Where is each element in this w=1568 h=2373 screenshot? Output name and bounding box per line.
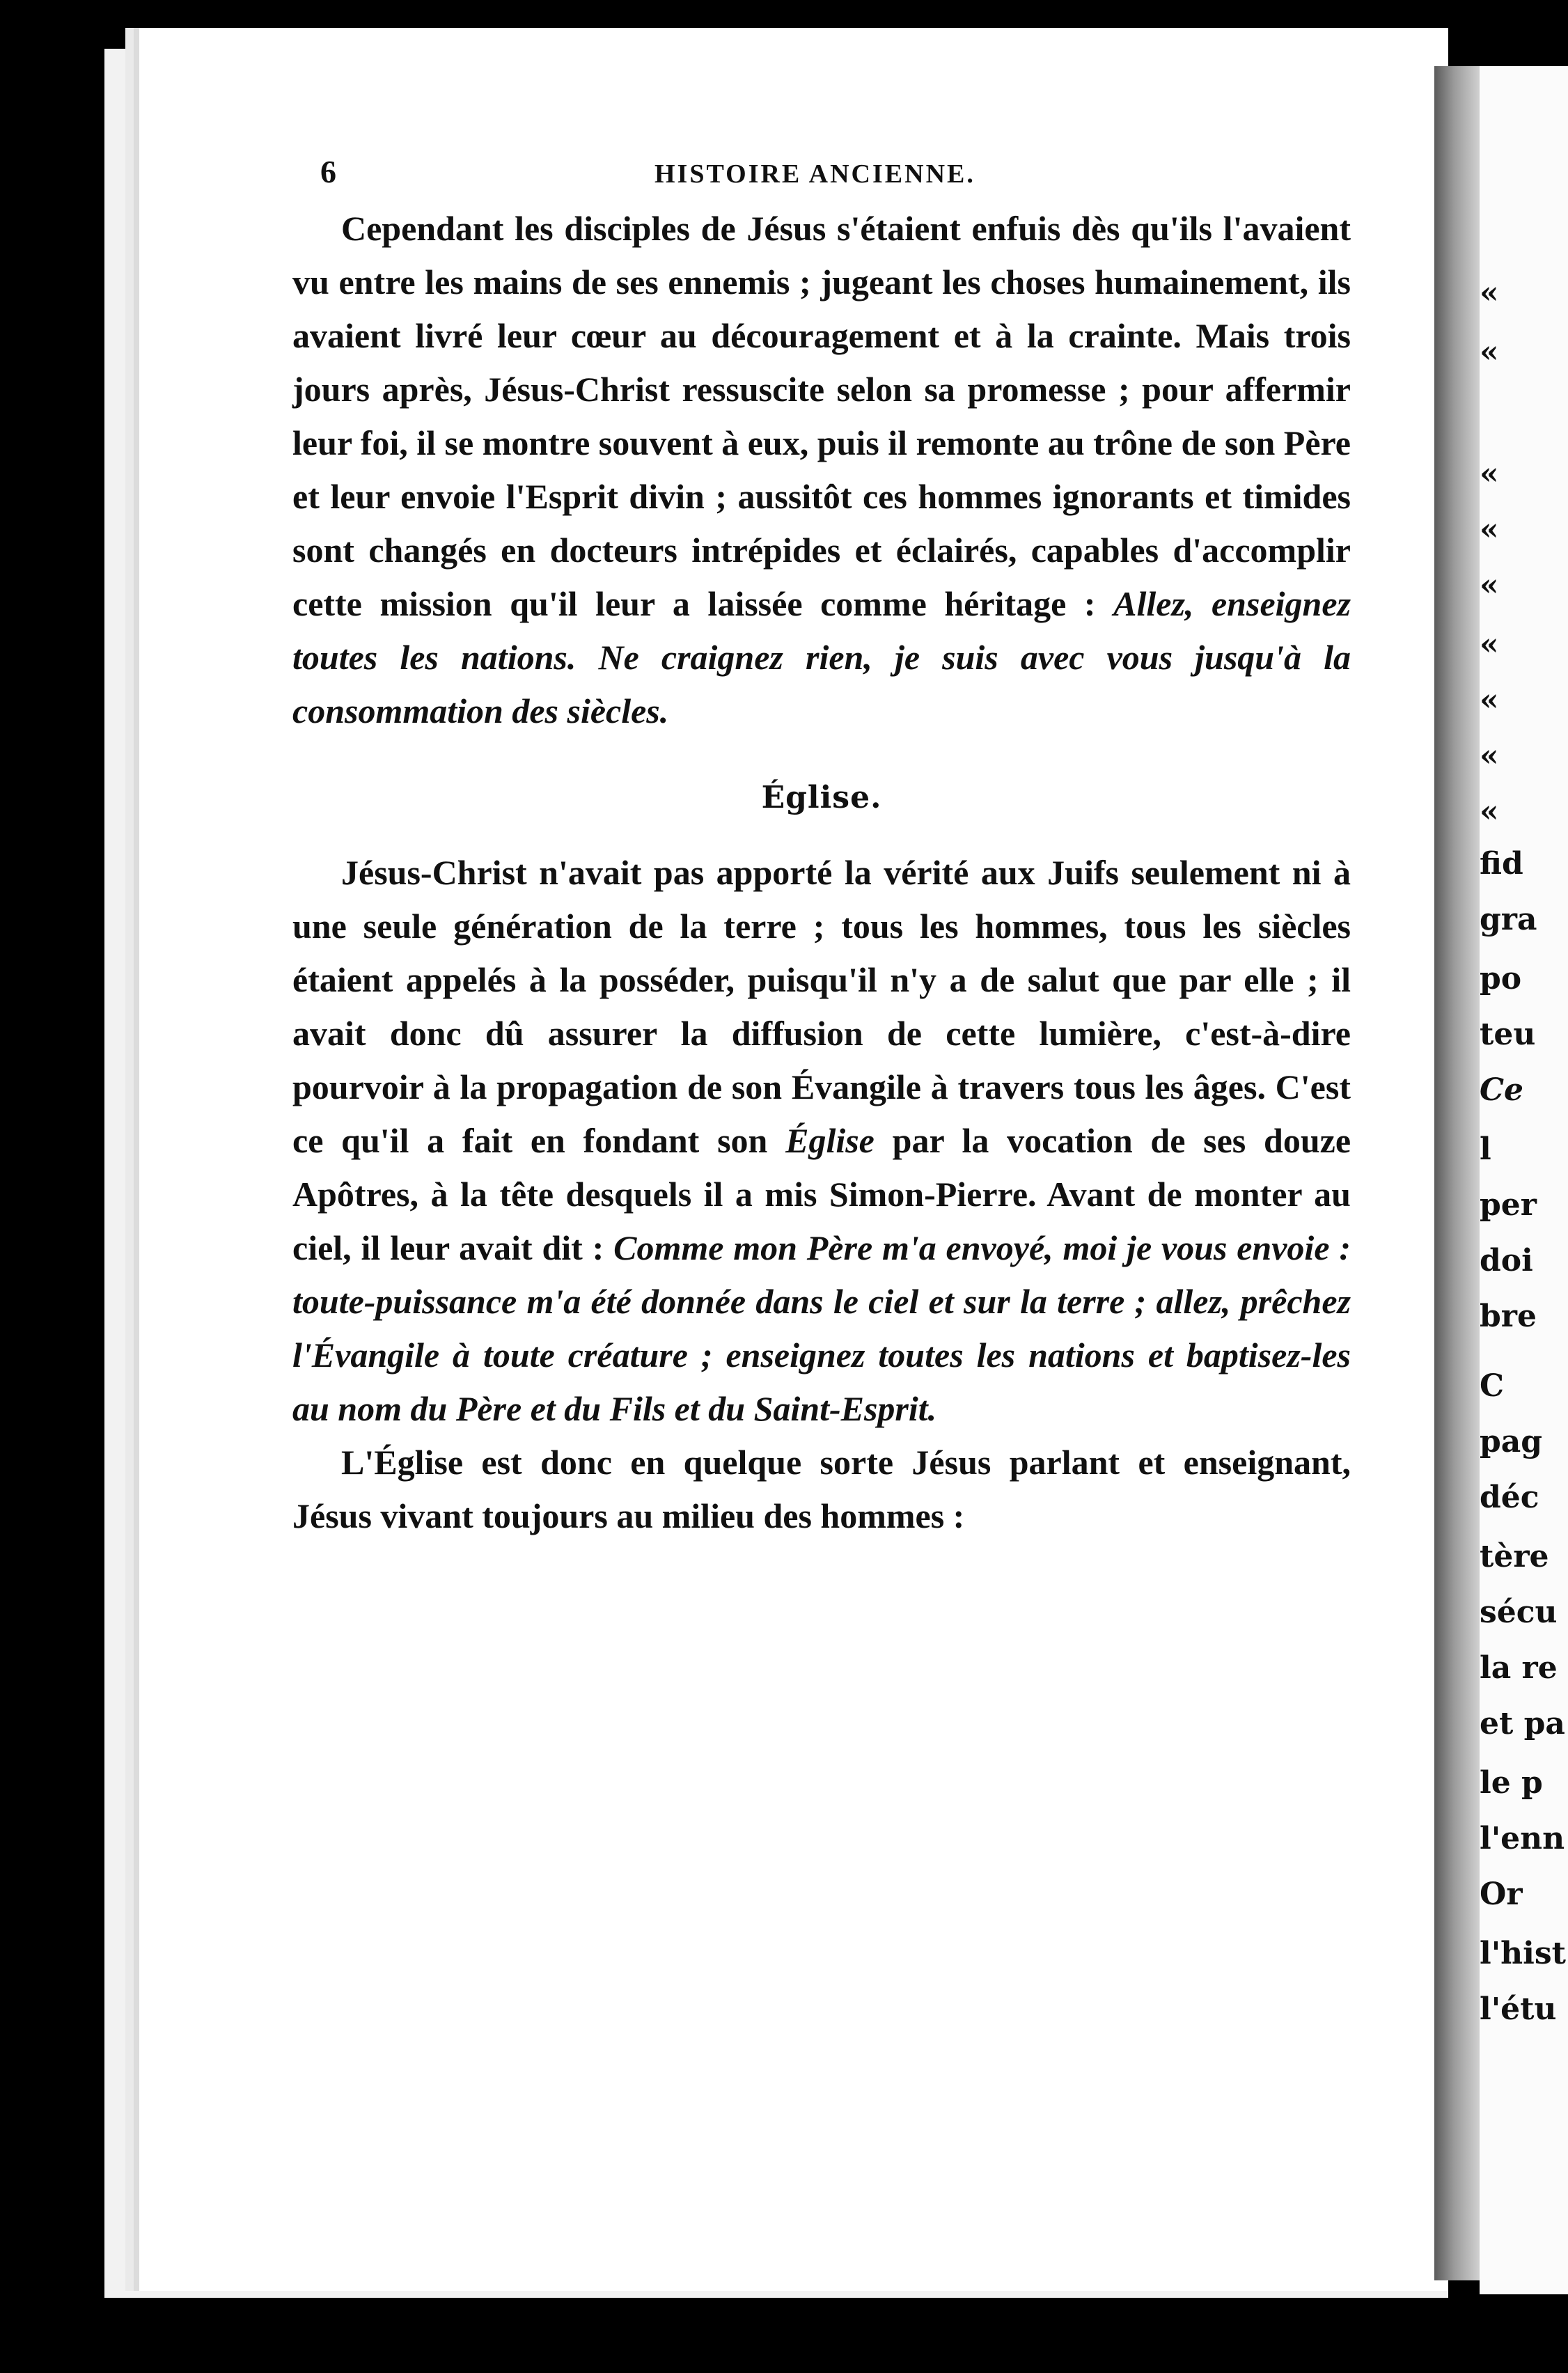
facing-fragment: et pa [1480, 1706, 1565, 1741]
paragraph-conclusion [292, 1436, 1351, 1543]
facing-fragment: l [1480, 1131, 1491, 1167]
book-gutter [1434, 66, 1483, 2280]
facing-fragment: pag [1480, 1424, 1543, 1459]
facing-fragment: « [1480, 738, 1499, 774]
paragraph-text: L'Église est donc en quelque sorte Jésus parlant et enseignant, Jésus vivant toujours au milieu des hommes : [292, 1443, 1351, 1535]
facing-fragment: le p [1480, 1765, 1543, 1801]
facing-fragment: « [1480, 512, 1499, 547]
facing-fragment: gra [1480, 902, 1537, 937]
facing-fragment: « [1480, 794, 1499, 829]
main-text-block [292, 146, 1351, 1543]
paragraph-text: Cependant les disciples de Jésus s'étaient enfuis dès qu'ils l'avaient vu entre les mains de ses ennemis ; jugeant les choses humainement, ils avaient livré leur cœur au découragement et à la crainte. Mais trois jours après, Jésus-Christ ressuscite selon sa promesse ; pour affermir leur foi, il se montre souvent à eux, puis il remonte au trône de son Père et leur envoie l'Esprit divin ; aussitôt ces hommes ignorants et timides sont changés en docteurs intrépides et éclairés, capables d'accomplir cette mission qu'il leur a laissée comme héritage : [292, 209, 1351, 623]
facing-fragment: C [1480, 1368, 1505, 1404]
scripture-quote: Allez, enseignez toutes les nations. Ne craignez rien, je suis avec vous jusqu'à la consommation des siècles. [292, 584, 1351, 730]
facing-fragment: fid [1480, 846, 1523, 882]
facing-fragment: « [1480, 627, 1499, 662]
section-heading: Église. [761, 780, 882, 815]
facing-fragment: l'étu [1480, 1991, 1557, 2027]
paragraph-disciples [292, 202, 1351, 738]
facing-fragment: Or [1480, 1877, 1523, 1912]
facing-fragment: l'enn [1480, 1821, 1565, 1856]
page-number: 6 [320, 154, 336, 189]
italic-term: Église [785, 1121, 875, 1160]
facing-fragment: l'hist [1480, 1936, 1566, 1971]
facing-fragment: sécu [1480, 1595, 1558, 1630]
facing-fragment: déc [1480, 1480, 1539, 1515]
paragraph-eglise [292, 846, 1351, 1436]
facing-fragment: « [1480, 275, 1499, 311]
facing-fragment: bre [1480, 1299, 1537, 1334]
facing-fragment: Ce [1480, 1072, 1524, 1108]
scripture-quote: Comme mon Père m'a envoyé, moi je vous envoie : toute-puissance m'a été donnée dans le ciel et sur la terre ; allez, prêchez l'Évangile à toute créature ; enseignez toutes les nations et baptisez-les au nom du Père et du Fils et du Saint-Esprit. [292, 1228, 1351, 1428]
running-header [292, 146, 1351, 202]
facing-fragment: po [1480, 961, 1522, 996]
facing-fragment: per [1480, 1187, 1537, 1223]
facing-fragment: la re [1480, 1650, 1558, 1686]
facing-fragment: « [1480, 567, 1499, 603]
paragraph-text: Jésus-Christ n'avait pas apporté la vérité aux Juifs seulement ni à une seule génération de la terre ; tous les hommes, tous les siècles étaient appelés à la posséder, puisqu'il n'y a de salut que par elle ; il avait donc dû assurer la diffusion de cette lumière, c'est-à-dire pourvoir à la propagation de son Évangile à travers tous les âges. C'est ce qu'il a fait en fondant son [292, 853, 1351, 1160]
running-title: HISTOIRE ANCIENNE. [654, 159, 975, 189]
facing-fragment: tère [1480, 1539, 1549, 1574]
facing-fragment: teu [1480, 1017, 1536, 1052]
facing-page-edge [1480, 66, 1568, 2294]
facing-fragment: « [1480, 456, 1499, 492]
facing-fragment: doi [1480, 1243, 1533, 1278]
facing-fragment: « [1480, 682, 1499, 718]
facing-fragment: « [1480, 334, 1499, 370]
paragraph-text: par la vocation de ses douze Apôtres, à la tête desquels il a mis Simon-Pierre. Avant de monter au ciel, il leur avait dit : [292, 1121, 1351, 1267]
